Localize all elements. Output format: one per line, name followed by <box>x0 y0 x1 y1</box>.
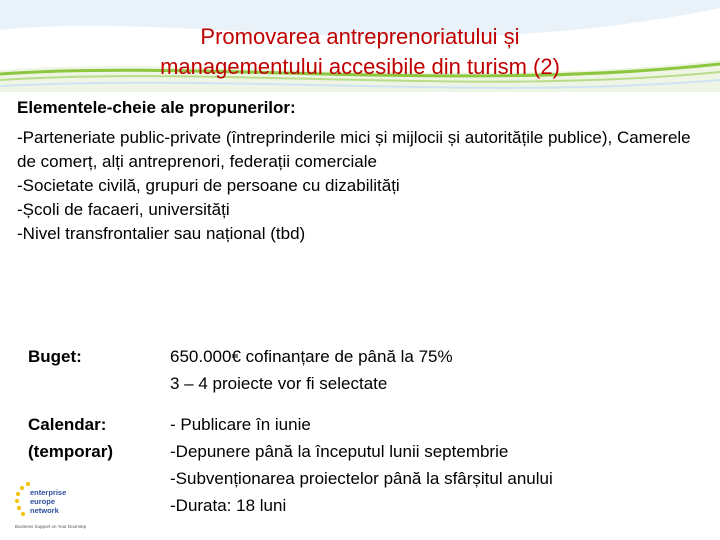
slide-title-line-2: managementului accesibile din turism (2) <box>160 54 560 79</box>
calendar-line: -Subvenționarea proiectelor până la sfârșitul anului <box>170 469 553 488</box>
logo-word: europe <box>30 497 56 506</box>
bullet-item: -Nivel transfrontalier sau național (tbd) <box>17 224 306 243</box>
calendar-label-line-1: Calendar: <box>28 415 107 434</box>
section-heading: Elementele-cheie ale propunerilor: <box>17 98 296 117</box>
calendar-line: - Publicare în iunie <box>170 415 311 434</box>
budget-label: Buget: <box>28 347 82 366</box>
calendar-label <box>28 411 113 465</box>
calendar-line: -Depunere până la începutul lunii septembrie <box>170 442 509 461</box>
logo-tagline: Business Support on Your Doorstep <box>15 524 87 529</box>
bullet-list <box>17 126 707 246</box>
bullet-item: -Societate civilă, grupuri de persoane cu dizabilități <box>17 176 400 195</box>
calendar-label-line-2: (temporar) <box>28 442 114 461</box>
calendar-line: -Durata: 18 luni <box>170 496 287 515</box>
slide-title-line-1: Promovarea antreprenoriatului și <box>200 24 520 49</box>
logo-wordmark <box>30 488 66 515</box>
budget-line: 650.000€ cofinanțare de până la 75% <box>170 347 453 366</box>
bullet-item: -Școli de facaeri, universități <box>17 200 230 219</box>
logo-word: enterprise <box>30 488 67 497</box>
bullet-item: -Parteneriate public-private (întreprinderile mici și mijlocii și autoritățile publice), Camerele de comerț, alți antreprenori, federații comerciale <box>17 128 691 171</box>
logo-word: network <box>30 506 59 515</box>
budget-details <box>170 343 453 397</box>
calendar-details <box>170 411 553 519</box>
slide-title <box>40 22 680 82</box>
budget-line: 3 – 4 proiecte vor fi selectate <box>170 374 388 393</box>
